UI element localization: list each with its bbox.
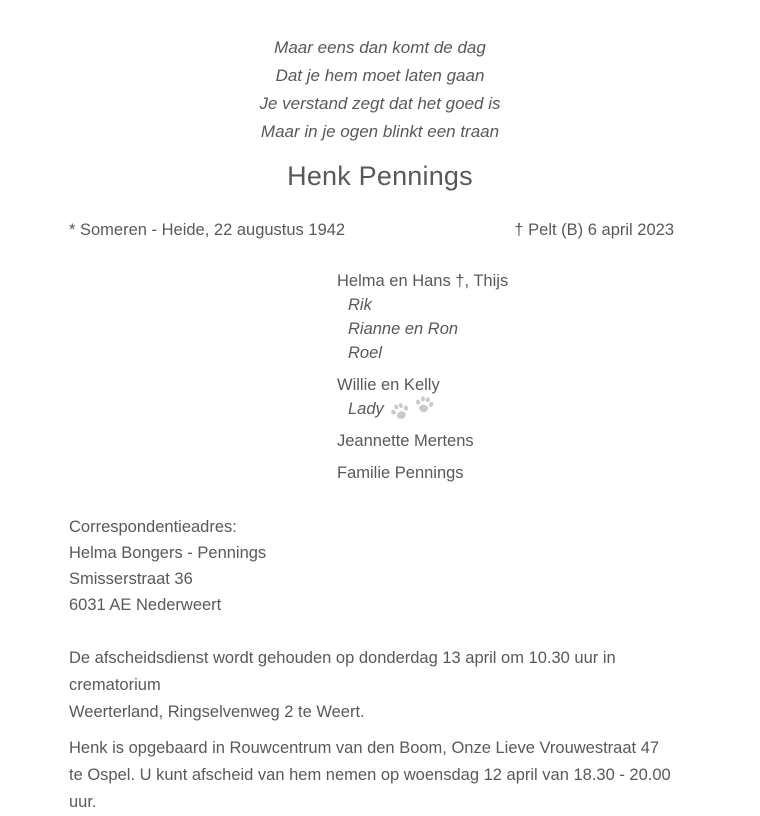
death-date: † Pelt (B) 6 april 2023 [514, 221, 674, 239]
family-group-heading: Willie en Kelly [337, 376, 440, 394]
correspondence-street: Smisserstraat 36 [69, 570, 193, 588]
visitation-info-line: te Ospel. U kunt afscheid van hem nemen op woensdag 12 april van 18.30 - 20.00 uur. [69, 766, 671, 811]
family-group-heading: Helma en Hans †, Thijs [337, 272, 509, 290]
family-member: Familie Pennings [337, 464, 464, 482]
paw-print-icon [412, 393, 436, 415]
family-member: Jeannette Mertens [337, 432, 474, 450]
family-child: Roel [348, 344, 382, 362]
pet-line [348, 397, 760, 421]
family-child: Rianne en Ron [348, 320, 459, 338]
service-info [69, 645, 700, 726]
pet-name: Lady [348, 400, 384, 418]
deceased-name: Henk Pennings [287, 161, 473, 191]
poem-line: Maar in je ogen blinkt een traan [260, 122, 500, 141]
visitation-info [69, 735, 700, 816]
correspondence-name: Helma Bongers - Pennings [69, 544, 267, 562]
family-child: Rik [348, 296, 372, 314]
correspondence-city: 6031 AE Nederweert [69, 596, 222, 614]
service-info-line: De afscheidsdienst wordt gehouden op donderdag 13 april om 10.30 uur in crematorium [69, 649, 616, 694]
family-children [348, 293, 760, 365]
paw-print-icon [387, 399, 413, 424]
life-dates-row [69, 220, 674, 241]
family-list [337, 269, 760, 485]
visitation-info-line: Henk is opgebaard in Rouwcentrum van den Boom, Onze Lieve Vrouwestraat 47 [69, 739, 660, 757]
correspondence-label: Correspondentieadres: [69, 518, 237, 536]
service-info-line: Weerterland, Ringselvenweg 2 te Weert. [69, 703, 365, 721]
correspondence-address [69, 514, 760, 618]
poem-line: Je verstand zegt dat het goed is [259, 94, 501, 113]
poem-line: Dat je hem moet laten gaan [275, 66, 485, 85]
birth-date: * Someren - Heide, 22 augustus 1942 [69, 221, 346, 239]
poem [0, 0, 760, 146]
poem-line: Maar eens dan komt de dag [274, 38, 486, 57]
